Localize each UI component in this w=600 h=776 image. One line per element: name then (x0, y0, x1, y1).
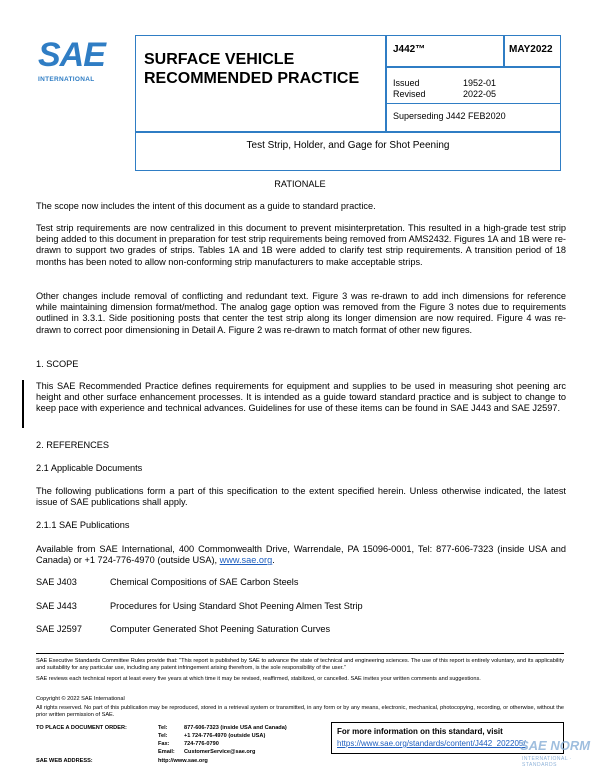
reference-code: SAE J403 (36, 577, 77, 587)
header-divider (385, 66, 561, 68)
committee-rules: SAE Executive Standards Committee Rules provide that: “This report is published by SAE to advance the state of technical and engineering sciences. The use of this report is entirely voluntary, and its applicability and suitability for any particular use, including any patent infringement arising therefrom, is the sole responsibility of the user.” (36, 658, 564, 671)
review-notice: SAE reviews each technical report at least every five years at which time it may be revised, reaffirmed, stabilized, or cancelled. SAE invites your written comments and suggestions. (36, 676, 481, 682)
rationale-paragraph: Test strip requirements are now centralized in this document to prevent misinterpretation. This resulted in a high-grade test strip being added to this document in preparation for test strip requirements being removed from AMS2432. Figures 1A and 1B were re-drawn to support two grades of strips. Tables 1A and 1B were added to clarify test strip requirements. A transition period of 18 months has been noted to allow non-conforming strip manufacturers to make acceptable strips. (36, 223, 566, 267)
available-paragraph: Available from SAE International, 400 Commonwealth Drive, Warrendale, PA 15096-0001, Tel: 877-606-7323 (inside USA and Canada) or +1 724-776-4970 (outside USA), www.sae.org. (36, 544, 566, 566)
order-key: Tel: (158, 725, 168, 731)
header-divider (135, 131, 561, 133)
order-value: 877-606-7323 (inside USA and Canada) (184, 725, 287, 731)
order-value: +1 724-776-4970 (outside USA) (184, 733, 266, 739)
more-info-title: For more information on this standard, visit (337, 727, 503, 736)
applicable-documents-heading: 2.1 Applicable Documents (36, 463, 143, 473)
watermark-subtitle: INTERNATIONAL · STANDARDS (522, 756, 573, 768)
revised-label: Revised (393, 89, 426, 99)
sae-publications-heading: 2.1.1 SAE Publications (36, 520, 130, 530)
document-type-line1: SURFACE VEHICLE (144, 51, 295, 68)
order-key: Fax: (158, 741, 170, 747)
web-address-link[interactable]: http://www.sae.org (158, 758, 208, 764)
footer-rule (36, 653, 564, 654)
order-value: 724-776-0790 (184, 741, 219, 747)
watermark: SAE NORM (520, 738, 591, 753)
sae-website-link[interactable]: www.sae.org (219, 555, 273, 566)
rationale-paragraph: Other changes include removal of conflicting and redundant text. Figure 3 was re-drawn to add inch dimensions for reference while maintaining dimension format/method. The analog gage option was removed from the Figure 3 notes due to requirements outlined in 3.3.1. Side positioning posts that center the test strip along its longer dimension are now required. Figure 4 was re-drawn to correct poor dimensioning in Detail A. Figure 2 was re-drawn to match format of other new figures. (36, 291, 566, 335)
reference-title: Chemical Compositions of SAE Carbon Steels (110, 577, 299, 587)
web-address-label: SAE WEB ADDRESS: (36, 758, 93, 764)
copyright: Copyright © 2022 SAE International (36, 696, 125, 702)
document-date: MAY2022 (509, 44, 553, 55)
header-divider (385, 35, 387, 131)
reference-code: SAE J443 (36, 601, 77, 611)
order-label: TO PLACE A DOCUMENT ORDER: (36, 725, 127, 731)
applicable-paragraph: The following publications form a part of this specification to the extent specified herein. Unless otherwise indicated, the latest issue of SAE publications shall apply. (36, 486, 566, 508)
sae-logo: SAE (38, 36, 105, 74)
sae-logo-subtitle: INTERNATIONAL (38, 76, 95, 83)
order-value: CustomerService@sae.org (184, 749, 256, 755)
rights-notice: All rights reserved. No part of this publication may be reproduced, stored in a retrieval system or transmitted, in any form or by any means, electronic, mechanical, photocopying, recording, or otherwise, without the prior written permission of SAE. (36, 705, 564, 718)
document-number: J442™ (393, 44, 426, 55)
order-key: Email: (158, 749, 175, 755)
rationale-heading: RATIONALE (274, 179, 326, 189)
header-divider (503, 35, 505, 66)
standard-link[interactable]: https://www.sae.org/standards/content/J442_202205/ (337, 739, 526, 748)
document-type-line2: RECOMMENDED PRACTICE (144, 70, 360, 87)
scope-paragraph: This SAE Recommended Practice defines requirements for equipment and supplies to be used in measuring shot peening arc height and other surface enhancement processes. It is intended as a guide toward standard practice and is subject to change to keep pace with experience and technical advances. Guidelines for use of these items can be found in SAE J443 and SAE J2597. (36, 381, 566, 414)
superseding: Superseding J442 FEB2020 (393, 111, 506, 121)
header-divider (385, 103, 561, 104)
document-title: Test Strip, Holder, and Gage for Shot Peening (246, 140, 450, 151)
references-heading: 2. REFERENCES (36, 440, 110, 450)
reference-title: Computer Generated Shot Peening Saturation Curves (110, 624, 331, 634)
rationale-paragraph: The scope now includes the intent of this document as a guide to standard practice. (36, 201, 376, 211)
revised-value: 2022-05 (463, 89, 497, 99)
issued-value: 1952-01 (463, 78, 497, 88)
change-bar (22, 380, 24, 428)
order-key: Tel: (158, 733, 168, 739)
issued-label: Issued (393, 78, 420, 88)
scope-heading: 1. SCOPE (36, 359, 79, 369)
reference-title: Procedures for Using Standard Shot Peening Almen Test Strip (110, 601, 363, 611)
reference-code: SAE J2597 (36, 624, 82, 634)
document-type (144, 50, 359, 88)
